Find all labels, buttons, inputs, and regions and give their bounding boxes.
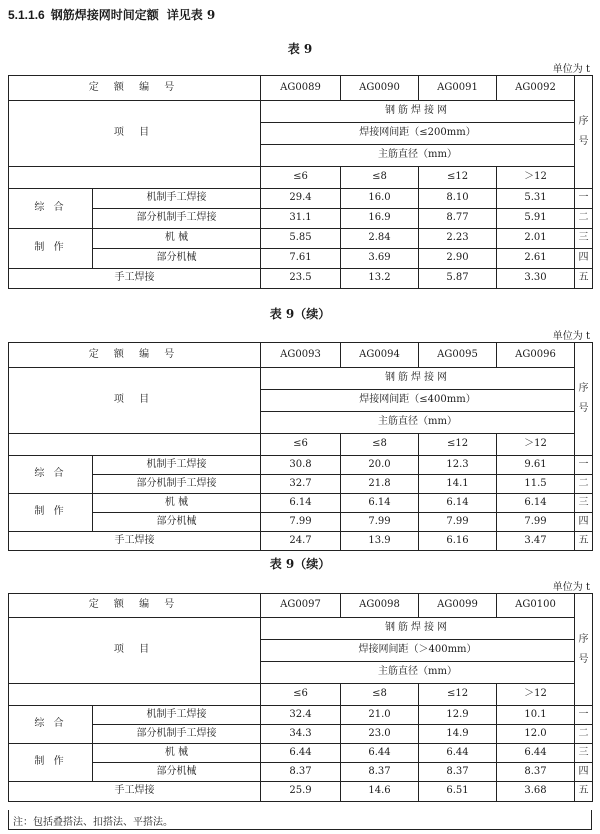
value-cell: 6.16 [419, 532, 497, 551]
seq-cell: 四 [575, 513, 593, 532]
value-cell: 24.7 [261, 532, 341, 551]
table-row [9, 513, 593, 532]
table-2-unit: 单位为 t [552, 331, 590, 342]
value-cell: 2.01 [497, 229, 575, 249]
value-cell: 8.37 [419, 763, 497, 782]
table-row [9, 76, 593, 101]
value-cell: 14.9 [419, 725, 497, 744]
row-label: 机 械 [93, 494, 261, 513]
quota-code: AG0091 [419, 76, 497, 101]
seq-cell: 三 [575, 229, 593, 249]
value-cell: 7.61 [261, 249, 341, 269]
quota-code: AG0094 [341, 343, 419, 368]
quota-code: AG0095 [419, 343, 497, 368]
seq-cell: 四 [575, 763, 593, 782]
seq-header: 序号 [575, 343, 593, 456]
table-row [9, 706, 593, 725]
range-header: ≤6 [261, 684, 341, 706]
value-cell: 8.37 [497, 763, 575, 782]
table-1-unit: 单位为 t [552, 64, 590, 75]
row-label: 机制手工焊接 [93, 706, 261, 725]
table-1-caption: 表 9 [287, 42, 313, 56]
table-row [9, 532, 593, 551]
range-header: ＞12 [497, 167, 575, 189]
value-cell: 12.0 [497, 725, 575, 744]
value-cell: 13.9 [341, 532, 419, 551]
table-row [9, 434, 593, 456]
value-cell: 16.9 [341, 209, 419, 229]
value-cell: 21.8 [341, 475, 419, 494]
row-label: 机制手工焊接 [93, 456, 261, 475]
table-3-unit: 单位为 t [552, 582, 590, 593]
range-header: ≤8 [341, 434, 419, 456]
group-label: 制 作 [9, 744, 93, 782]
row-label: 部分机制手工焊接 [93, 209, 261, 229]
diameter-header: 主筋直径（mm） [261, 412, 575, 434]
seq-cell: 三 [575, 494, 593, 513]
seq-cell: 三 [575, 744, 593, 763]
section-heading [8, 6, 215, 23]
table-row [9, 725, 593, 744]
range-header: ≤6 [261, 167, 341, 189]
table-row [9, 684, 593, 706]
row-label: 机 械 [93, 744, 261, 763]
seq-cell: 一 [575, 706, 593, 725]
seq-cell: 二 [575, 209, 593, 229]
value-cell: 12.3 [419, 456, 497, 475]
item-label: 项 目 [9, 618, 261, 684]
section-reference: 详见表 9 [166, 8, 216, 22]
value-cell: 9.61 [497, 456, 575, 475]
category-header: 钢筋焊接网 [261, 368, 575, 390]
value-cell: 6.14 [419, 494, 497, 513]
quota-code: AG0099 [419, 594, 497, 618]
value-cell: 3.47 [497, 532, 575, 551]
value-cell: 3.68 [497, 782, 575, 802]
value-cell: 6.44 [497, 744, 575, 763]
value-cell: 7.99 [261, 513, 341, 532]
group-label: 制 作 [9, 494, 93, 532]
value-cell: 8.37 [261, 763, 341, 782]
table-row [9, 368, 593, 390]
value-cell: 2.90 [419, 249, 497, 269]
blank-cell [9, 434, 261, 456]
value-cell: 6.14 [497, 494, 575, 513]
section-number: 5.1.1.6 [8, 8, 45, 22]
blank-cell [9, 684, 261, 706]
seq-header: 序号 [575, 76, 593, 189]
table-3-caption: 表 9（续） [269, 557, 331, 571]
spacing-header: 焊接网间距（≤400mm） [261, 390, 575, 412]
section-title: 钢筋焊接网时间定额 [50, 8, 159, 22]
range-header: ≤8 [341, 684, 419, 706]
group-label: 综 合 [9, 189, 93, 229]
table-3 [8, 593, 593, 802]
row-label: 手工焊接 [9, 782, 261, 802]
range-header: ≤12 [419, 434, 497, 456]
value-cell: 5.91 [497, 209, 575, 229]
row-label: 机制手工焊接 [93, 189, 261, 209]
value-cell: 7.99 [419, 513, 497, 532]
spacing-header: 焊接网间距（≤200mm） [261, 123, 575, 145]
quota-code: AG0098 [341, 594, 419, 618]
value-cell: 5.31 [497, 189, 575, 209]
table-row [9, 494, 593, 513]
table-row [9, 618, 593, 640]
value-cell: 6.44 [419, 744, 497, 763]
quota-number-label: 定 额 编 号 [9, 76, 261, 101]
range-header: ≤8 [341, 167, 419, 189]
value-cell: 2.23 [419, 229, 497, 249]
value-cell: 20.0 [341, 456, 419, 475]
row-label: 手工焊接 [9, 269, 261, 289]
value-cell: 2.84 [341, 229, 419, 249]
seq-cell: 五 [575, 269, 593, 289]
value-cell: 31.1 [261, 209, 341, 229]
quota-number-label: 定 额 编 号 [9, 343, 261, 368]
value-cell: 23.0 [341, 725, 419, 744]
value-cell: 3.30 [497, 269, 575, 289]
seq-header: 序号 [575, 594, 593, 706]
seq-cell: 二 [575, 725, 593, 744]
value-cell: 7.99 [497, 513, 575, 532]
value-cell: 34.3 [261, 725, 341, 744]
row-label: 机 械 [93, 229, 261, 249]
table-row [9, 763, 593, 782]
value-cell: 10.1 [497, 706, 575, 725]
category-header: 钢筋焊接网 [261, 618, 575, 640]
seq-cell: 一 [575, 456, 593, 475]
seq-cell: 一 [575, 189, 593, 209]
table-row [9, 167, 593, 189]
value-cell: 16.0 [341, 189, 419, 209]
table-row [9, 229, 593, 249]
table-note: 注：包括叠搭法、扣搭法、平搭法。 [8, 810, 592, 830]
table-row [9, 101, 593, 123]
table-row [9, 456, 593, 475]
value-cell: 6.14 [261, 494, 341, 513]
value-cell: 13.2 [341, 269, 419, 289]
blank-cell [9, 167, 261, 189]
value-cell: 8.10 [419, 189, 497, 209]
value-cell: 30.8 [261, 456, 341, 475]
value-cell: 2.61 [497, 249, 575, 269]
range-header: ＞12 [497, 684, 575, 706]
group-label: 综 合 [9, 456, 93, 494]
value-cell: 12.9 [419, 706, 497, 725]
quota-code: AG0093 [261, 343, 341, 368]
value-cell: 7.99 [341, 513, 419, 532]
value-cell: 21.0 [341, 706, 419, 725]
value-cell: 14.6 [341, 782, 419, 802]
table-2 [8, 342, 593, 551]
item-label: 项 目 [9, 101, 261, 167]
value-cell: 3.69 [341, 249, 419, 269]
value-cell: 6.14 [341, 494, 419, 513]
seq-cell: 五 [575, 532, 593, 551]
category-header: 钢筋焊接网 [261, 101, 575, 123]
seq-cell: 五 [575, 782, 593, 802]
value-cell: 8.77 [419, 209, 497, 229]
row-label: 部分机制手工焊接 [93, 725, 261, 744]
range-header: ≤12 [419, 684, 497, 706]
quota-code: AG0096 [497, 343, 575, 368]
value-cell: 5.85 [261, 229, 341, 249]
value-cell: 25.9 [261, 782, 341, 802]
range-header: ≤12 [419, 167, 497, 189]
value-cell: 32.4 [261, 706, 341, 725]
table-row [9, 475, 593, 494]
seq-cell: 四 [575, 249, 593, 269]
value-cell: 32.7 [261, 475, 341, 494]
row-label: 部分机械 [93, 763, 261, 782]
quota-number-label: 定 额 编 号 [9, 594, 261, 618]
group-label: 制 作 [9, 229, 93, 269]
table-row [9, 782, 593, 802]
range-header: ＞12 [497, 434, 575, 456]
spacing-header: 焊接网间距（＞400mm） [261, 640, 575, 662]
value-cell: 8.37 [341, 763, 419, 782]
row-label: 部分机制手工焊接 [93, 475, 261, 494]
quota-code: AG0100 [497, 594, 575, 618]
table-row [9, 269, 593, 289]
row-label: 手工焊接 [9, 532, 261, 551]
value-cell: 6.44 [261, 744, 341, 763]
value-cell: 14.1 [419, 475, 497, 494]
group-label: 综 合 [9, 706, 93, 744]
table-row [9, 343, 593, 368]
quota-code: AG0092 [497, 76, 575, 101]
table-row [9, 209, 593, 229]
table-1 [8, 75, 593, 289]
value-cell: 6.51 [419, 782, 497, 802]
diameter-header: 主筋直径（mm） [261, 145, 575, 167]
seq-cell: 二 [575, 475, 593, 494]
quota-code: AG0089 [261, 76, 341, 101]
value-cell: 5.87 [419, 269, 497, 289]
table-row [9, 594, 593, 618]
range-header: ≤6 [261, 434, 341, 456]
table-row [9, 189, 593, 209]
row-label: 部分机械 [93, 513, 261, 532]
table-row [9, 249, 593, 269]
table-2-caption: 表 9（续） [269, 307, 331, 321]
value-cell: 29.4 [261, 189, 341, 209]
quota-code: AG0097 [261, 594, 341, 618]
table-row [9, 744, 593, 763]
item-label: 项 目 [9, 368, 261, 434]
diameter-header: 主筋直径（mm） [261, 662, 575, 684]
value-cell: 6.44 [341, 744, 419, 763]
quota-code: AG0090 [341, 76, 419, 101]
value-cell: 23.5 [261, 269, 341, 289]
row-label: 部分机械 [93, 249, 261, 269]
value-cell: 11.5 [497, 475, 575, 494]
